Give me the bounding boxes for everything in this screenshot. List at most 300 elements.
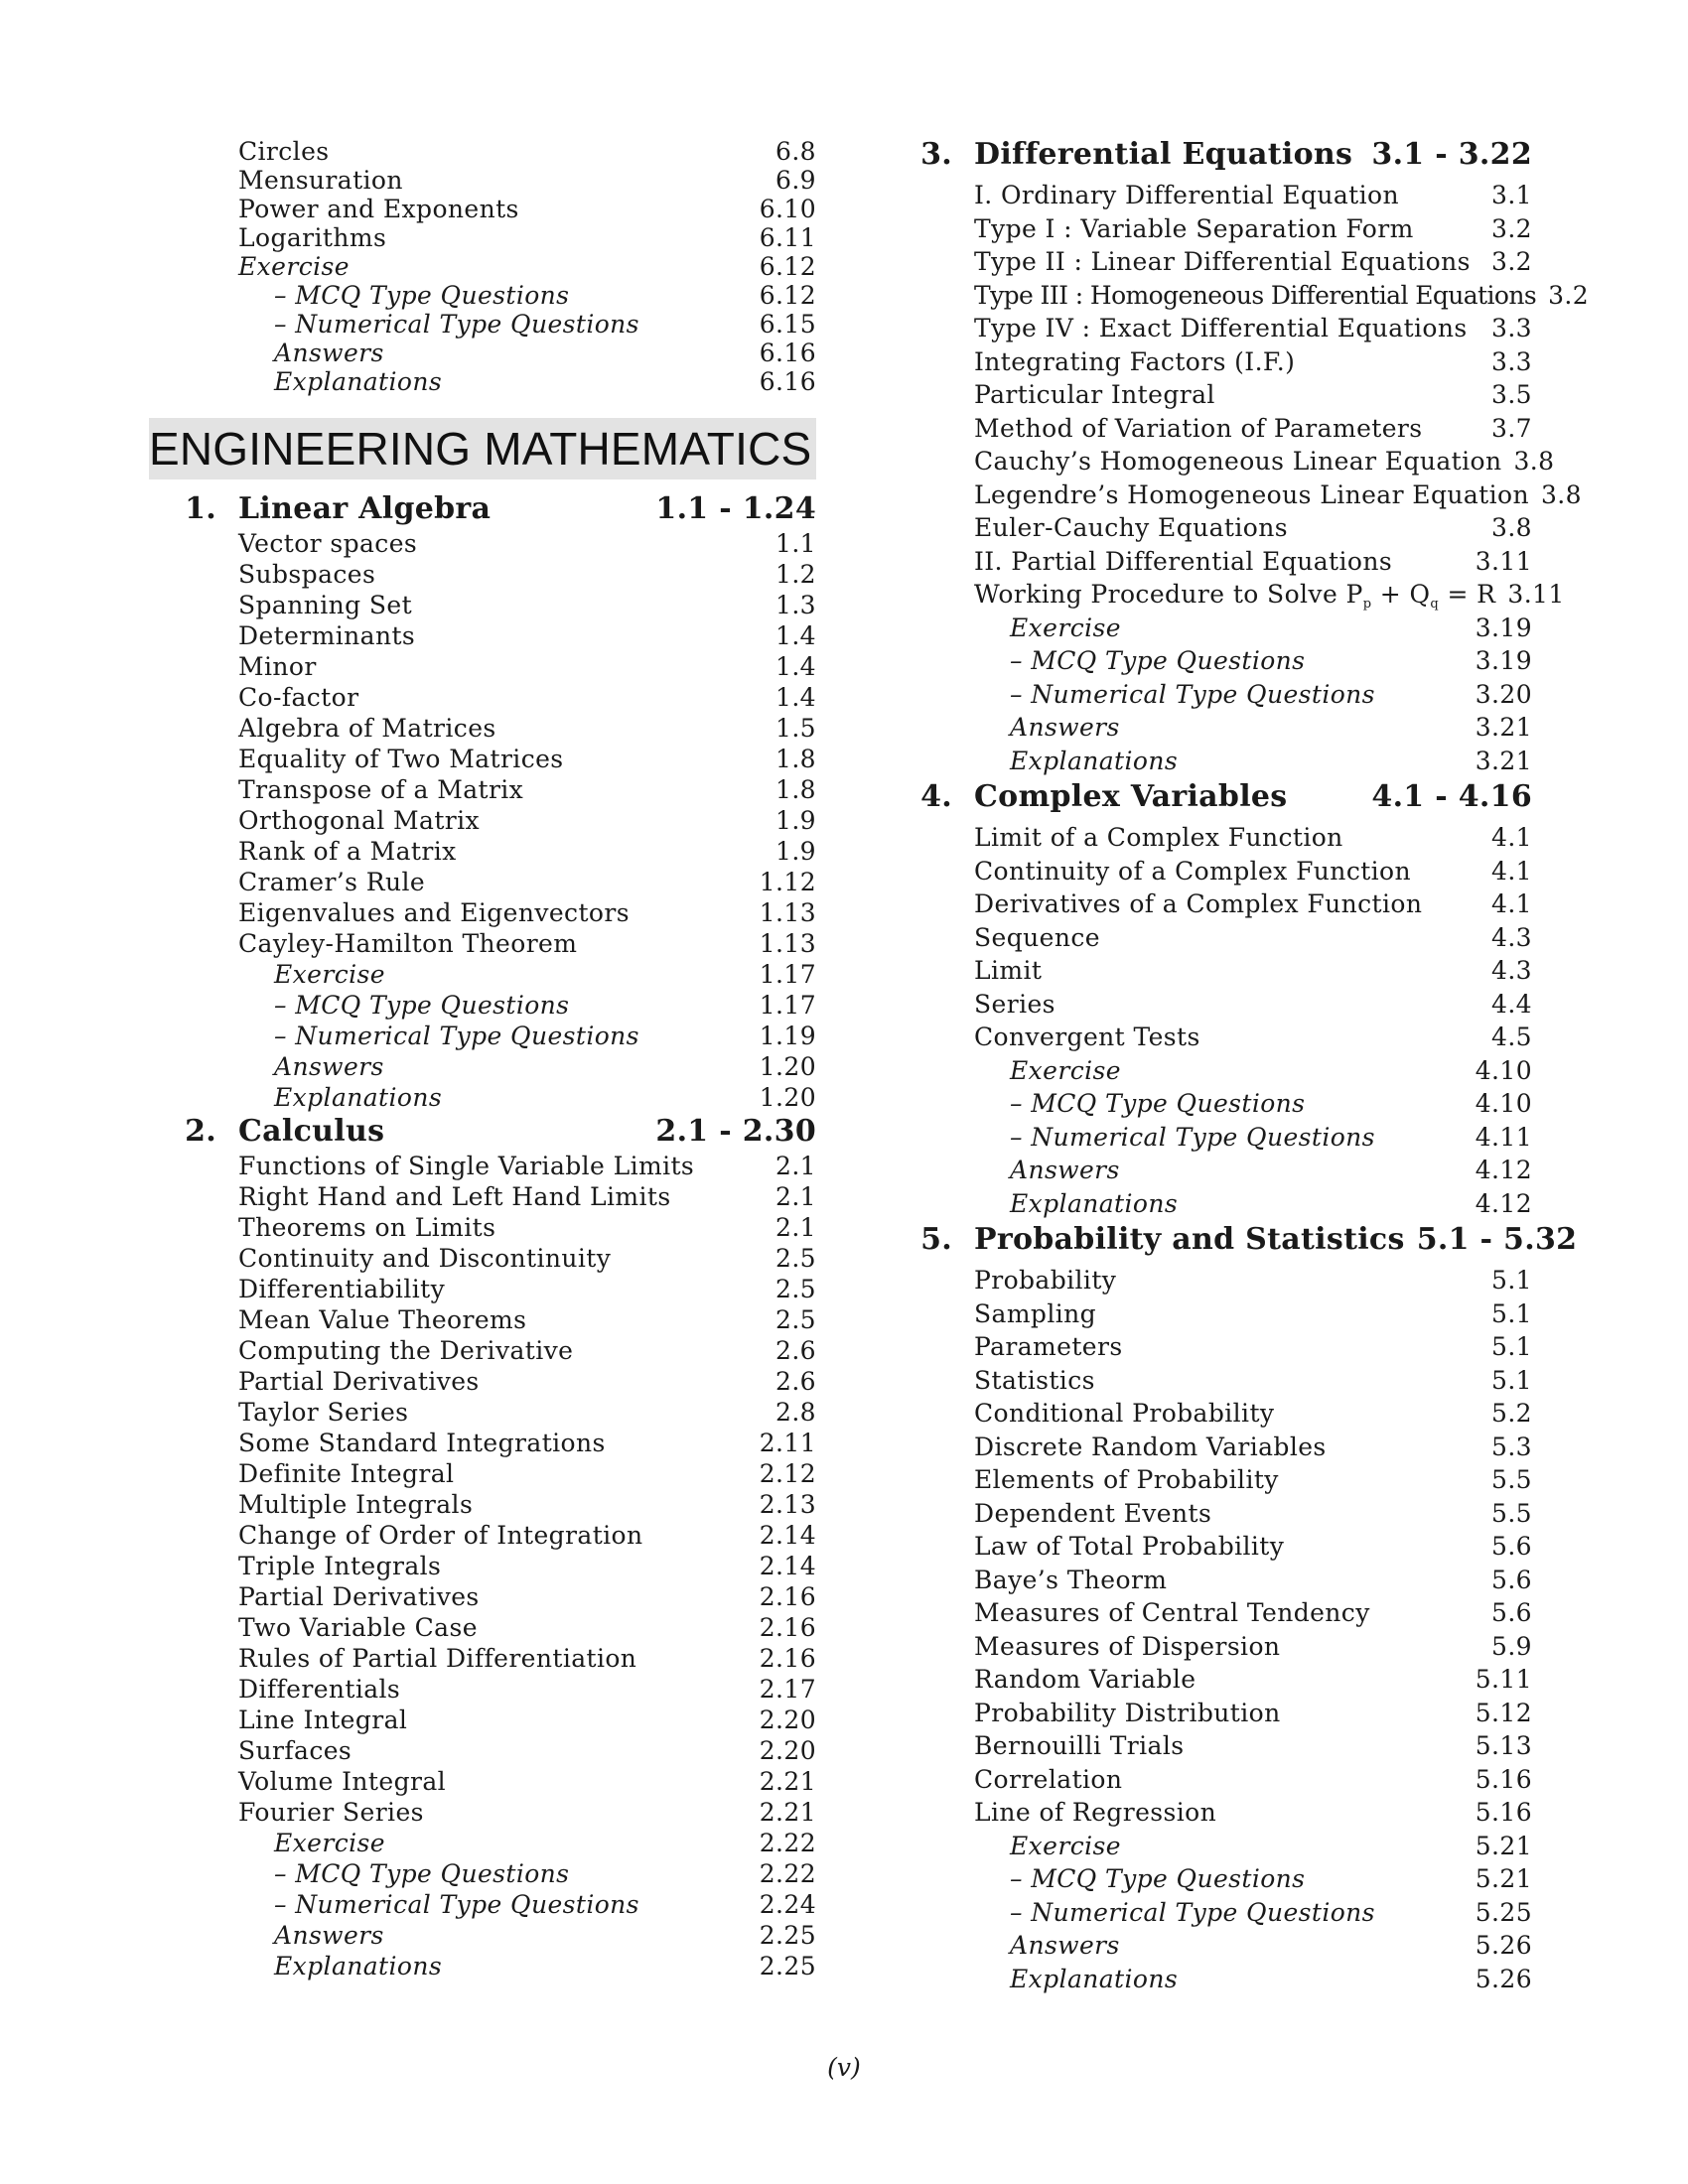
toc-entry[interactable] [885, 1366, 1532, 1400]
toc-entry-page[interactable]: 2.16 [759, 1613, 816, 1642]
toc-entry-title[interactable]: Elements of Probability [974, 1465, 1279, 1494]
toc-entry-title[interactable]: Integrating Factors (I.F.) [974, 346, 1296, 376]
toc-entry-title[interactable]: I. Ordinary Differential Equation [974, 181, 1399, 209]
toc-entry-title[interactable]: Dependent Events [974, 1498, 1212, 1528]
toc-entry-title[interactable]: Line Integral [238, 1706, 408, 1734]
toc-entry[interactable] [149, 1336, 816, 1367]
toc-entry[interactable] [885, 1299, 1532, 1333]
toc-entry-page[interactable]: 1.4 [775, 683, 816, 712]
toc-entry-page[interactable]: 1.3 [775, 591, 816, 619]
toc-entry[interactable] [149, 1022, 816, 1052]
toc-entry-page[interactable]: 3.19 [1475, 613, 1532, 642]
toc-entry-page[interactable]: 2.5 [775, 1305, 816, 1334]
toc-entry[interactable] [149, 1798, 816, 1829]
toc-entry-page[interactable]: 6.16 [759, 339, 816, 367]
toc-entry-page[interactable]: 3.3 [1491, 314, 1532, 342]
toc-entry[interactable] [885, 889, 1532, 923]
toc-entry-title[interactable]: Measures of Dispersion [974, 1631, 1281, 1661]
toc-entry-page[interactable]: 2.8 [775, 1398, 816, 1427]
toc-entry-page[interactable]: 2.22 [759, 1829, 816, 1857]
toc-entry-page[interactable]: 6.11 [759, 223, 816, 252]
toc-entry[interactable] [149, 1767, 816, 1798]
toc-entry-page[interactable]: 3.21 [1475, 746, 1532, 775]
toc-entry[interactable] [885, 1266, 1532, 1299]
toc-entry-page[interactable]: 6.15 [759, 310, 816, 339]
toc-entry[interactable] [885, 479, 1582, 514]
toc-entry-page[interactable]: 3.8 [1491, 513, 1532, 542]
toc-entry[interactable] [885, 1089, 1532, 1123]
toc-entry[interactable] [885, 1189, 1532, 1223]
toc-entry-title[interactable]: Explanations [274, 1083, 443, 1112]
toc-entry-page[interactable]: 5.1 [1491, 1365, 1532, 1395]
toc-entry-title[interactable]: Law of Total Probability [974, 1532, 1285, 1561]
toc-entry[interactable] [149, 1429, 816, 1459]
toc-entry-page[interactable]: 6.16 [759, 367, 816, 396]
toc-entry-page[interactable]: 1.17 [759, 960, 816, 989]
toc-entry-title[interactable]: Method of Variation of Parameters [974, 413, 1423, 443]
toc-entry-page[interactable]: 1.20 [759, 1052, 816, 1081]
toc-entry[interactable] [885, 823, 1532, 857]
toc-entry[interactable] [149, 1275, 816, 1305]
toc-entry-title[interactable]: Differentiability [238, 1275, 446, 1303]
toc-entry[interactable] [885, 747, 1532, 780]
toc-entry[interactable] [885, 1465, 1532, 1499]
toc-entry[interactable] [149, 652, 816, 683]
toc-entry[interactable] [885, 314, 1532, 347]
toc-entry-title[interactable]: Answers [1010, 1156, 1120, 1184]
toc-entry[interactable] [885, 1699, 1532, 1732]
toc-entry[interactable] [885, 990, 1532, 1024]
toc-entry-title[interactable]: Exercise [238, 252, 350, 281]
toc-entry[interactable] [885, 280, 1590, 315]
toc-entry-page[interactable]: 3.8 [1540, 479, 1582, 509]
toc-entry-page[interactable]: 1.4 [775, 621, 816, 650]
section-title[interactable]: 1. Linear Algebra [149, 491, 491, 526]
toc-entry[interactable] [149, 1890, 816, 1921]
toc-entry-page[interactable]: 5.6 [1491, 1598, 1532, 1627]
toc-entry[interactable] [885, 1965, 1532, 1998]
toc-entry-page[interactable]: 4.1 [1491, 823, 1532, 852]
section-page-range[interactable]: 2.1 - 2.30 [655, 1114, 816, 1149]
toc-entry-page[interactable]: 4.1 [1491, 889, 1532, 918]
toc-entry-page[interactable]: 2.21 [759, 1798, 816, 1827]
toc-entry-title[interactable]: Explanations [1010, 1964, 1179, 1993]
toc-entry[interactable] [885, 680, 1532, 714]
toc-entry-page[interactable]: 1.8 [775, 745, 816, 773]
toc-entry[interactable] [149, 195, 816, 223]
toc-entry[interactable] [149, 898, 816, 929]
toc-entry-title[interactable]: Cramer’s Rule [238, 868, 426, 896]
toc-entry-title[interactable]: Exercise [1010, 1055, 1121, 1085]
toc-entry-page[interactable]: 5.12 [1475, 1698, 1532, 1727]
toc-entry-page[interactable]: 5.5 [1491, 1465, 1532, 1494]
toc-entry-title[interactable]: Partial Derivatives [238, 1582, 480, 1611]
toc-entry-page[interactable]: 2.13 [759, 1490, 816, 1519]
toc-entry[interactable] [149, 1736, 816, 1767]
toc-entry-title[interactable]: Triple Integrals [238, 1552, 442, 1580]
toc-entry[interactable] [885, 1931, 1532, 1965]
toc-entry[interactable] [149, 1490, 816, 1521]
toc-entry[interactable] [885, 614, 1532, 647]
toc-entry-title[interactable]: – Numerical Type Questions [274, 1022, 639, 1050]
toc-entry[interactable] [885, 646, 1532, 680]
toc-entry[interactable] [885, 1123, 1532, 1157]
toc-entry-title[interactable]: Cauchy’s Homogeneous Linear Equation [974, 447, 1502, 476]
toc-entry-page[interactable]: 2.24 [759, 1890, 816, 1919]
toc-entry-page[interactable]: 3.5 [1491, 380, 1532, 409]
toc-entry-page[interactable]: 3.11 [1507, 580, 1565, 609]
toc-entry-title[interactable]: Determinants [238, 621, 416, 650]
toc-entry-page[interactable]: 2.1 [775, 1213, 816, 1242]
toc-entry-title[interactable]: Type II : Linear Differential Equations [974, 247, 1471, 276]
toc-entry[interactable] [885, 580, 1565, 614]
toc-entry-page[interactable]: 5.26 [1475, 1964, 1532, 1993]
toc-entry-title[interactable]: Discrete Random Variables [974, 1432, 1327, 1461]
toc-entry-page[interactable]: 2.12 [759, 1459, 816, 1488]
toc-entry-page[interactable]: 4.10 [1475, 1089, 1532, 1118]
toc-entry-title[interactable]: – MCQ Type Questions [1010, 1864, 1306, 1893]
toc-entry[interactable] [149, 683, 816, 714]
toc-entry-page[interactable]: 1.20 [759, 1083, 816, 1112]
toc-entry[interactable] [885, 857, 1532, 890]
toc-entry-title[interactable]: Change of Order of Integration [238, 1521, 643, 1550]
toc-entry-title[interactable]: Differentials [238, 1675, 401, 1704]
toc-entry-page[interactable]: 5.6 [1491, 1532, 1532, 1561]
toc-entry-title[interactable]: – MCQ Type Questions [274, 281, 570, 310]
toc-entry-page[interactable]: 6.12 [759, 252, 816, 281]
toc-entry[interactable] [885, 414, 1532, 448]
toc-entry-title[interactable]: – Numerical Type Questions [274, 1890, 639, 1919]
toc-entry-page[interactable]: 2.11 [759, 1429, 816, 1457]
toc-entry[interactable] [149, 1213, 816, 1244]
toc-entry-title[interactable]: Orthogonal Matrix [238, 806, 481, 835]
toc-entry[interactable] [885, 380, 1532, 414]
toc-entry[interactable] [149, 591, 816, 621]
toc-entry-title[interactable]: Multiple Integrals [238, 1490, 474, 1519]
toc-entry-title[interactable]: – MCQ Type Questions [274, 1859, 570, 1888]
toc-entry[interactable] [885, 247, 1532, 281]
toc-entry-page[interactable]: 2.6 [775, 1367, 816, 1396]
toc-entry-title[interactable]: Working Procedure to Solve $P_p + Q_q = R$ [974, 580, 1496, 612]
toc-entry-title[interactable]: Functions of Single Variable Limits [238, 1152, 695, 1180]
toc-entry[interactable] [149, 529, 816, 560]
toc-entry-page[interactable]: 2.21 [759, 1767, 816, 1796]
toc-entry-page[interactable]: 4.11 [1475, 1122, 1532, 1152]
toc-entry[interactable] [149, 991, 816, 1022]
toc-entry-title[interactable]: Sampling [974, 1298, 1097, 1328]
toc-entry[interactable] [149, 1921, 816, 1952]
toc-entry[interactable] [885, 1433, 1532, 1466]
toc-entry-title[interactable]: – Numerical Type Questions [1010, 1897, 1375, 1927]
toc-entry-title[interactable]: Algebra of Matrices [238, 714, 496, 743]
toc-entry-page[interactable]: 5.3 [1491, 1432, 1532, 1461]
toc-entry-page[interactable]: 3.19 [1475, 646, 1532, 675]
section-heading-5[interactable] [885, 1222, 1578, 1266]
toc-entry-title[interactable]: Theorems on Limits [238, 1213, 496, 1242]
toc-entry-page[interactable]: 2.6 [775, 1336, 816, 1365]
toc-entry-title[interactable]: II. Partial Differential Equations [974, 546, 1393, 576]
toc-entry[interactable] [885, 1798, 1532, 1832]
toc-entry[interactable] [885, 1056, 1532, 1090]
toc-entry[interactable] [885, 1156, 1532, 1189]
toc-entry-page[interactable]: 5.13 [1475, 1731, 1532, 1760]
toc-entry[interactable] [149, 1459, 816, 1490]
section-heading-2[interactable] [149, 1114, 816, 1152]
toc-entry-page[interactable]: 5.2 [1491, 1399, 1532, 1428]
toc-entry[interactable] [149, 1613, 816, 1644]
section-page-range[interactable]: 1.1 - 1.24 [655, 491, 816, 526]
toc-entry[interactable] [149, 1521, 816, 1552]
toc-entry-title[interactable]: Volume Integral [238, 1767, 447, 1796]
toc-entry-title[interactable]: Logarithms [238, 223, 387, 252]
toc-entry[interactable] [149, 1644, 816, 1675]
toc-entry-page[interactable]: 2.16 [759, 1644, 816, 1673]
toc-entry[interactable] [149, 166, 816, 195]
toc-entry-page[interactable]: 5.21 [1475, 1864, 1532, 1893]
toc-entry-page[interactable]: 2.16 [759, 1582, 816, 1611]
toc-entry[interactable] [885, 1665, 1532, 1699]
toc-entry-page[interactable]: 4.3 [1491, 956, 1532, 985]
toc-entry-page[interactable]: 1.2 [775, 560, 816, 589]
toc-entry-title[interactable]: Particular Integral [974, 380, 1215, 409]
toc-entry[interactable] [885, 956, 1532, 990]
toc-entry-page[interactable]: 3.3 [1491, 346, 1532, 376]
toc-entry-title[interactable]: Statistics [974, 1365, 1095, 1395]
toc-entry-title[interactable]: Equality of Two Matrices [238, 745, 564, 773]
toc-entry[interactable] [149, 1582, 816, 1613]
toc-entry-title[interactable]: Minor [238, 652, 317, 681]
toc-entry-title[interactable]: Type III : Homogeneous Differential Equations [974, 280, 1537, 310]
toc-entry-title[interactable]: Answers [274, 1921, 384, 1950]
toc-entry-title[interactable]: Surfaces [238, 1736, 352, 1765]
toc-entry[interactable] [885, 923, 1532, 957]
toc-entry-title[interactable]: Answers [1010, 1931, 1120, 1960]
toc-entry[interactable] [885, 1598, 1532, 1632]
toc-entry-title[interactable]: Correlation [974, 1764, 1123, 1794]
toc-entry-page[interactable]: 1.8 [775, 775, 816, 804]
section-heading-1[interactable] [149, 491, 816, 529]
section-heading-3[interactable] [885, 137, 1532, 181]
toc-entry[interactable] [885, 547, 1532, 581]
toc-entry-page[interactable]: 2.20 [759, 1736, 816, 1765]
toc-entry-title[interactable]: Probability Distribution [974, 1698, 1281, 1727]
toc-entry-page[interactable]: 2.25 [759, 1952, 816, 1980]
toc-entry-page[interactable]: 2.5 [775, 1244, 816, 1273]
toc-entry[interactable] [885, 1632, 1532, 1666]
toc-entry-page[interactable]: 5.1 [1491, 1332, 1532, 1361]
section-page-range[interactable]: 3.1 - 3.22 [1371, 137, 1532, 172]
toc-entry-title[interactable]: Rank of a Matrix [238, 837, 457, 866]
toc-entry-title[interactable]: Probability [974, 1266, 1117, 1295]
toc-entry-page[interactable]: 3.2 [1491, 213, 1532, 243]
toc-entry-title[interactable]: Fourier Series [238, 1798, 424, 1827]
toc-entry-title[interactable]: Cayley-Hamilton Theorem [238, 929, 578, 958]
toc-entry-title[interactable]: Continuity of a Complex Function [974, 856, 1412, 886]
toc-entry[interactable] [885, 1023, 1532, 1056]
toc-entry-title[interactable]: Mensuration [238, 166, 403, 195]
toc-entry-title[interactable]: Exercise [274, 1829, 385, 1857]
toc-entry-page[interactable]: 3.21 [1475, 713, 1532, 742]
toc-entry-page[interactable]: 5.16 [1475, 1798, 1532, 1827]
toc-entry-title[interactable]: Baye’s Theorm [974, 1565, 1168, 1594]
toc-entry-page[interactable]: 2.20 [759, 1706, 816, 1734]
toc-entry[interactable] [149, 714, 816, 745]
toc-entry-title[interactable]: Line of Regression [974, 1798, 1217, 1827]
toc-entry-title[interactable]: Subspaces [238, 560, 376, 589]
toc-entry-title[interactable]: Answers [274, 339, 384, 367]
toc-entry-page[interactable]: 5.26 [1475, 1931, 1532, 1960]
toc-entry[interactable] [149, 1398, 816, 1429]
toc-entry[interactable] [885, 1832, 1532, 1865]
toc-entry-title[interactable]: Transpose of a Matrix [238, 775, 524, 804]
toc-entry[interactable] [149, 806, 816, 837]
toc-entry-title[interactable]: Type I : Variable Separation Form [974, 213, 1414, 243]
toc-entry-page[interactable]: 4.12 [1475, 1188, 1532, 1218]
section-page-range[interactable]: 4.1 - 4.16 [1371, 779, 1532, 814]
toc-entry[interactable] [149, 1305, 816, 1336]
toc-entry-page[interactable]: 2.25 [759, 1921, 816, 1950]
toc-entry-title[interactable]: Partial Derivatives [238, 1367, 480, 1396]
toc-entry-title[interactable]: Explanations [1010, 1188, 1179, 1218]
toc-entry-title[interactable]: Limit of a Complex Function [974, 823, 1343, 852]
toc-entry-page[interactable]: 1.4 [775, 652, 816, 681]
toc-entry[interactable] [149, 1244, 816, 1275]
toc-entry[interactable] [149, 1952, 816, 1982]
toc-entry-page[interactable]: 3.7 [1491, 413, 1532, 443]
toc-entry-page[interactable]: 5.1 [1491, 1266, 1532, 1295]
toc-entry-page[interactable]: 4.5 [1491, 1023, 1532, 1051]
toc-entry-page[interactable]: 1.5 [775, 714, 816, 743]
toc-entry-page[interactable]: 2.17 [759, 1675, 816, 1704]
section-title[interactable]: 4. Complex Variables [885, 779, 1287, 814]
toc-entry[interactable] [885, 214, 1532, 248]
toc-entry[interactable] [149, 1083, 816, 1114]
toc-entry[interactable] [149, 560, 816, 591]
toc-entry-title[interactable]: Power and Exponents [238, 195, 519, 223]
toc-entry-page[interactable]: 4.4 [1491, 989, 1532, 1019]
toc-entry[interactable] [885, 513, 1532, 547]
toc-entry-page[interactable]: 2.14 [759, 1552, 816, 1580]
toc-entry-page[interactable]: 6.12 [759, 281, 816, 310]
toc-entry[interactable] [885, 1499, 1532, 1533]
toc-entry-page[interactable]: 2.5 [775, 1275, 816, 1303]
toc-entry-title[interactable]: Continuity and Discontinuity [238, 1244, 612, 1273]
toc-entry-title[interactable]: Explanations [1010, 746, 1179, 775]
toc-entry-title[interactable]: Euler-Cauchy Equations [974, 513, 1288, 542]
toc-entry-page[interactable]: 3.2 [1491, 247, 1532, 276]
toc-entry[interactable] [149, 1706, 816, 1736]
toc-entry[interactable] [885, 1332, 1532, 1366]
toc-entry-title[interactable]: Answers [1010, 713, 1120, 742]
toc-entry[interactable] [885, 713, 1532, 747]
toc-entry-page[interactable]: 5.5 [1491, 1498, 1532, 1528]
toc-entry-page[interactable]: 6.10 [759, 195, 816, 223]
toc-entry-title[interactable]: Vector spaces [238, 529, 418, 558]
toc-entry[interactable] [149, 868, 816, 898]
toc-entry-title[interactable]: Bernouilli Trials [974, 1731, 1185, 1760]
toc-entry[interactable] [149, 837, 816, 868]
toc-entry-page[interactable]: 1.13 [759, 929, 816, 958]
toc-entry-title[interactable]: Taylor Series [238, 1398, 409, 1427]
toc-entry[interactable] [149, 1367, 816, 1398]
toc-entry[interactable] [149, 1829, 816, 1859]
toc-entry[interactable] [885, 1731, 1532, 1765]
toc-entry-title[interactable]: Spanning Set [238, 591, 413, 619]
toc-entry[interactable] [149, 281, 816, 310]
toc-entry-title[interactable]: Circles [238, 137, 330, 166]
toc-entry-title[interactable]: Limit [974, 956, 1043, 985]
toc-entry-page[interactable]: 6.8 [775, 137, 816, 166]
toc-entry-page[interactable]: 4.12 [1475, 1156, 1532, 1184]
toc-entry-page[interactable]: 6.9 [775, 166, 816, 195]
toc-entry[interactable] [149, 252, 816, 281]
toc-entry-title[interactable]: Exercise [1010, 1831, 1121, 1860]
toc-entry[interactable] [149, 1675, 816, 1706]
toc-entry-title[interactable]: Explanations [274, 1952, 443, 1980]
toc-entry-title[interactable]: Mean Value Theorems [238, 1305, 527, 1334]
toc-entry-title[interactable]: Sequence [974, 922, 1100, 952]
toc-entry[interactable] [149, 1552, 816, 1582]
toc-entry-page[interactable]: 4.3 [1491, 922, 1532, 952]
toc-entry[interactable] [149, 1052, 816, 1083]
toc-entry[interactable] [149, 621, 816, 652]
toc-entry-title[interactable]: – Numerical Type Questions [1010, 679, 1375, 709]
toc-entry-page[interactable]: 3.20 [1475, 679, 1532, 709]
toc-entry[interactable] [149, 1182, 816, 1213]
toc-entry[interactable] [149, 1859, 816, 1890]
toc-entry-page[interactable]: 1.9 [775, 806, 816, 835]
toc-entry-page[interactable]: 5.1 [1491, 1298, 1532, 1328]
toc-entry[interactable] [149, 137, 816, 166]
toc-entry-title[interactable]: Exercise [274, 960, 385, 989]
toc-entry-title[interactable]: – MCQ Type Questions [1010, 646, 1306, 675]
toc-entry[interactable] [149, 310, 816, 339]
toc-entry[interactable] [885, 1864, 1532, 1898]
toc-entry-title[interactable]: Answers [274, 1052, 384, 1081]
toc-entry-page[interactable]: 5.6 [1491, 1565, 1532, 1594]
toc-entry[interactable] [885, 347, 1532, 381]
toc-entry-title[interactable]: Two Variable Case [238, 1613, 478, 1642]
toc-entry[interactable] [149, 1152, 816, 1182]
toc-entry-page[interactable]: 1.1 [775, 529, 816, 558]
toc-entry[interactable] [149, 775, 816, 806]
section-page-range[interactable]: 5.1 - 5.32 [1416, 1222, 1578, 1257]
toc-entry-title[interactable]: Convergent Tests [974, 1023, 1200, 1051]
toc-entry-page[interactable]: 1.12 [759, 868, 816, 896]
toc-entry-title[interactable]: Computing the Derivative [238, 1336, 574, 1365]
toc-entry-page[interactable]: 2.14 [759, 1521, 816, 1550]
toc-entry-title[interactable]: – MCQ Type Questions [1010, 1089, 1306, 1118]
section-title[interactable]: 5. Probability and Statistics [885, 1222, 1405, 1257]
toc-entry-page[interactable]: 2.1 [775, 1152, 816, 1180]
toc-entry-page[interactable]: 5.9 [1491, 1631, 1532, 1661]
section-title[interactable]: 3. Differential Equations [885, 137, 1352, 172]
toc-entry-title[interactable]: Series [974, 989, 1055, 1019]
toc-entry-title[interactable]: – Numerical Type Questions [1010, 1122, 1375, 1152]
toc-entry[interactable] [885, 181, 1532, 214]
toc-entry-title[interactable]: Eigenvalues and Eigenvectors [238, 898, 630, 927]
toc-entry[interactable] [885, 1566, 1532, 1599]
toc-entry-page[interactable]: 5.11 [1475, 1665, 1532, 1694]
toc-entry-title[interactable]: Conditional Probability [974, 1399, 1275, 1428]
toc-entry-title[interactable]: – MCQ Type Questions [274, 991, 570, 1020]
toc-entry-page[interactable]: 5.21 [1475, 1831, 1532, 1860]
toc-entry-page[interactable]: 5.25 [1475, 1897, 1532, 1927]
toc-entry[interactable] [149, 960, 816, 991]
toc-entry-title[interactable]: Explanations [274, 367, 443, 396]
toc-entry-page[interactable]: 2.22 [759, 1859, 816, 1888]
toc-entry[interactable] [885, 1532, 1532, 1566]
